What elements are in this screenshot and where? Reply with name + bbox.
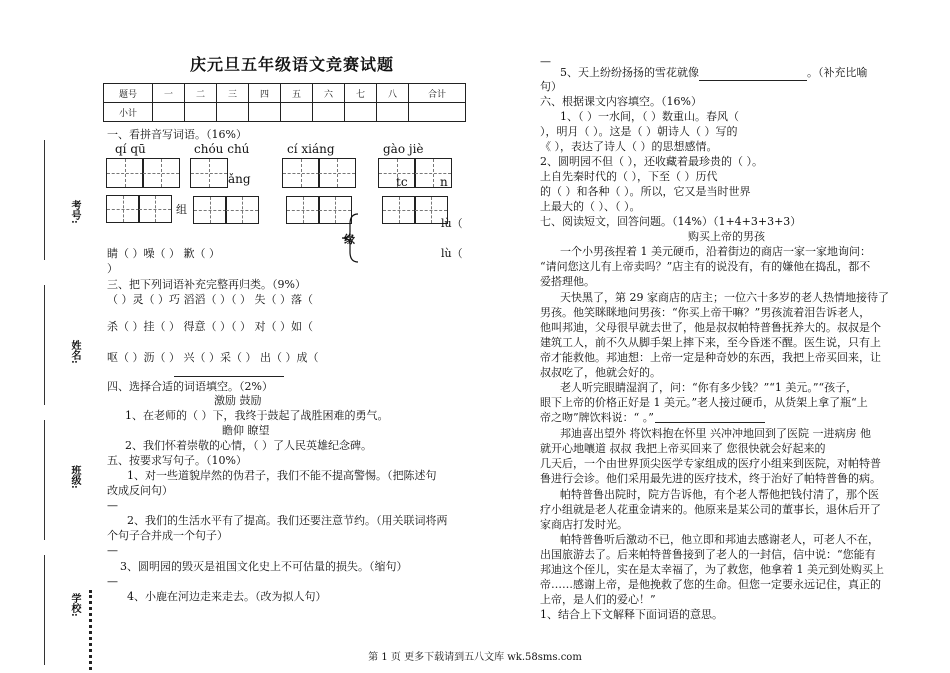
score-header-cell: 六 xyxy=(313,84,345,103)
exam-no-label: 考号: xyxy=(69,200,80,224)
writing-box[interactable] xyxy=(138,195,172,223)
overlapped-pinyin-fragment: n xyxy=(440,175,448,189)
fill-blank-row: 1、（ ）一水间，（ ）数重山。春风（ xyxy=(560,110,739,123)
score-cell xyxy=(409,103,466,122)
paragraph-line: 就开心地嚷道 叔叔 我把上帝买回来了 您很快就会好起来的 xyxy=(540,442,826,455)
class-rule xyxy=(44,420,46,540)
fill-blank-row: 上最大的（ ）、（ ）。 xyxy=(540,200,641,213)
writing-box[interactable] xyxy=(106,158,144,188)
paragraph-line: 建筑工人，前不久从脚手架上摔下来，至今昏迷不醒。医生说，只有上 xyxy=(540,336,881,349)
score-cell xyxy=(153,103,185,122)
score-header-cell: 二 xyxy=(185,84,217,103)
score-table xyxy=(103,83,466,122)
word-choices: 瞻仰 瞭望 xyxy=(222,424,270,437)
question-text: 1、对一些道貌岸然的伪君子，我们不能不提高警惕。（把陈述句 xyxy=(127,469,437,482)
section-1-heading: 一、看拼音写词语。（16%） xyxy=(107,128,247,141)
score-cell xyxy=(377,103,409,122)
question-text: 个句子合并成一个句子） xyxy=(107,529,228,542)
paragraph-line: 眼下上帝的价格正好是 1 美元。”老人接过硬币，从货架上拿了瓶“上 xyxy=(540,396,868,409)
word-choices: 激励 鼓励 xyxy=(214,394,262,407)
paragraph-line: 一个小男孩捏着 1 美元硬币，沿着街边的商店一家一家地询问： xyxy=(560,245,871,258)
answer-blank[interactable] xyxy=(699,66,807,81)
paragraph-line: 叔叔吃了，他就会好的。 xyxy=(540,366,661,379)
score-cell xyxy=(313,103,345,122)
fill-blank-row: 呕（ ）沥（ ） 兴（ ）采（ ） 出（ ）成（ xyxy=(107,351,319,364)
score-header-cell: 八 xyxy=(377,84,409,103)
fill-blank-row: 的（ ）和各种（ ）。所以，它又是当时世界 xyxy=(540,185,751,198)
writing-box[interactable] xyxy=(318,158,356,188)
question-text: 2、我们怀着崇敬的心情，（ ）了人民英雄纪念碑。 xyxy=(125,439,372,452)
pinyin-3: cí xiáng xyxy=(287,142,335,156)
fill-blank-row: 睛（ ）噪（ ） 歉（ ） xyxy=(107,247,220,260)
paragraph-line: 老人听完眼睛湿润了，问：“你有多少钱？”“1 美元。”“孩子， xyxy=(560,381,858,394)
question-text-part: 。（补充比喻 xyxy=(807,66,868,79)
writing-box[interactable] xyxy=(382,196,416,224)
paragraph-line: 帕特普鲁出院时，院方告诉他，有个老人帮他把钱付清了，那个医 xyxy=(560,488,879,501)
score-table-header-row xyxy=(104,84,466,103)
paragraph-line: 邦迪喜出望外 将饮料抱在怀里 兴冲冲地回到了医院 一进病房 他 xyxy=(560,427,871,440)
overlapped-section-fragment: 组 xyxy=(176,203,187,216)
writing-box[interactable] xyxy=(193,196,227,224)
writing-box[interactable] xyxy=(225,196,259,224)
paragraph-line: 鲁进行会诊。他们采用最先进的医疗技术，终于治好了帕特普鲁的病。 xyxy=(540,472,881,485)
fill-blank-row: 2、圆明园不但（ ），还收藏着最珍贵的（ ）。 xyxy=(540,155,763,168)
section-5-heading: 五、按要求写句子。（10%） xyxy=(107,454,247,467)
question-text: 1、结合上下文解释下面词语的意思。 xyxy=(540,608,723,621)
fill-blank-row: 上自先秦时代的（ ），下至（ ）历代 xyxy=(540,170,718,183)
question-text: 3、圆明园的毁灭是祖国文化史上不可估量的损失。（缩句） xyxy=(120,560,408,573)
writing-box[interactable] xyxy=(142,158,180,188)
score-table-row xyxy=(104,103,466,122)
writing-box[interactable] xyxy=(282,158,320,188)
score-header-cell: 合计 xyxy=(409,84,466,103)
question-text: 4、小鹿在河边走来走去。（改为拟人句） xyxy=(127,590,327,603)
brace-character: 缘 xyxy=(344,233,355,246)
score-cell xyxy=(281,103,313,122)
fill-blank-row: （ ）灵（ ）巧 滔滔（ ）（ ） 失（ ）落（ xyxy=(107,293,313,306)
class-label: 班级: xyxy=(69,465,80,489)
answer-line[interactable]: — xyxy=(107,575,118,588)
score-cell xyxy=(185,103,217,122)
story-title: 购买上帝的男孩 xyxy=(688,230,765,243)
paragraph-line: 天快黑了，第 29 家商店的店主；一位六十多岁的老人热情地接待了 xyxy=(560,291,889,304)
score-header-cell: 四 xyxy=(249,84,281,103)
score-header-cell: 题号 xyxy=(104,84,153,103)
section-6-heading: 六、根据课文内容填空。（16%） xyxy=(540,95,702,108)
score-header-cell: 一 xyxy=(153,84,185,103)
pinyin-1: qí qū xyxy=(115,142,146,156)
underline xyxy=(174,376,284,377)
section-7-heading: 七、阅读短文，回答问题。（14%）（1+4+3+3+3） xyxy=(540,215,802,228)
paragraph-line: 帝才能救他。邦迪想：上帝一定是种奇妙的东西，我把上帝买回来，让 xyxy=(540,351,881,364)
school-label: 学校: xyxy=(69,593,80,617)
fill-blank-row: ），明月（ ）。这是（ ）朝诗人（ ）写的 xyxy=(540,125,738,138)
fill-blank-row: 《 ），表达了诗人（ ）的思想感情。 xyxy=(540,140,718,153)
score-header-cell: 五 xyxy=(281,84,313,103)
paragraph-line: 帝……感谢上帝，是他挽救了您的生命。但您一定要永远记住，真正的 xyxy=(540,578,881,591)
question-text xyxy=(560,66,868,81)
fill-blank-text: ） xyxy=(107,262,118,275)
question-text: 改成反问句） xyxy=(107,484,173,497)
section-3-heading: 三、把下列词语补充完整再归类。（9%） xyxy=(107,278,306,291)
question-text: 句） xyxy=(540,80,562,93)
pinyin-4: gào jiè xyxy=(383,142,424,156)
writing-box[interactable] xyxy=(106,195,140,223)
paragraph-line: 爱搭理他。 xyxy=(540,275,595,288)
paragraph-line: 帕特普鲁听后激动不已，他立即和邦迪去感谢老人，可老人不在， xyxy=(560,533,879,546)
paragraph-line: 帝之吻”牌饮料说：“ 。” xyxy=(540,411,654,424)
writing-box[interactable] xyxy=(190,158,228,188)
paragraph-line: 男孩。他笑眯眯地问男孩：“你买上帝干嘛？”男孩流着泪告诉老人， xyxy=(540,306,871,319)
score-cell xyxy=(249,103,281,122)
paragraph-line: 家商店打发时光。 xyxy=(540,518,628,531)
fill-blank-text: lù（ xyxy=(441,217,463,230)
overlapped-pinyin-fragment: tc xyxy=(396,175,408,189)
question-text-part: 5、天上纷纷扬扬的雪花就像 xyxy=(560,66,699,79)
pinyin-2: chóu chú xyxy=(194,142,250,156)
paragraph-line: 出国旅游去了。后来帕特普鲁接到了老人的一封信，信中说：“您能有 xyxy=(540,548,876,561)
fill-blank-text: lù（ xyxy=(441,247,463,260)
answer-line[interactable]: — xyxy=(540,55,551,68)
score-header-cell: 七 xyxy=(345,84,377,103)
paragraph-line: 几天后，一个由世界顶尖医学专家组成的医疗小组来到医院，对帕特普 xyxy=(540,457,881,470)
score-row-label: 小计 xyxy=(104,103,153,122)
paragraph-line: 他叫邦迪，父母很早就去世了，他是叔叔帕特普鲁抚养大的。叔叔是个 xyxy=(540,321,881,334)
answer-line[interactable]: — xyxy=(107,499,118,512)
score-header-cell: 三 xyxy=(217,84,249,103)
question-text: 2、我们的生活水平有了提高。我们还要注意节约。（用关联词将两 xyxy=(127,514,448,527)
paragraph-line: 疗小组就是老人花重金请来的。他原来是某公司的董事长，退休后开了 xyxy=(540,503,881,516)
name-label: 姓名: xyxy=(69,340,80,364)
score-cell xyxy=(217,103,249,122)
answer-blank[interactable] xyxy=(655,422,765,423)
section-4-heading: 四、选择合适的词语填空。（2%） xyxy=(107,380,273,393)
fill-blank-row: 杀（ ）挂（ ） 得意（ ）（ ） 对（ ）如（ xyxy=(107,320,313,333)
score-cell xyxy=(345,103,377,122)
writing-box[interactable] xyxy=(286,196,320,224)
answer-line[interactable]: — xyxy=(107,544,118,557)
paragraph-line: 上帝，是人们的爱心！” xyxy=(540,593,656,606)
paragraph-line: “请问您这儿有上帝卖吗？”店主有的说没有，有的嫌他在捣乱，都不 xyxy=(540,260,871,273)
overlapped-pinyin-fragment: ǎng xyxy=(228,172,251,186)
question-text: 1、在老师的（ ）下，我终于鼓起了战胜困难的勇气。 xyxy=(125,409,389,422)
page-title: 庆元旦五年级语文竞赛试题 xyxy=(190,55,395,74)
paragraph-line: 邦迪这个侄儿，实在是太幸福了，为了救您，他拿着 1 美元到处购买上 xyxy=(540,563,884,576)
name-rule xyxy=(44,285,46,405)
page-footer: 第 1 页 更多下载请到五八文库 wk.58sms.com xyxy=(368,652,582,663)
exam-no-rule xyxy=(44,140,46,260)
